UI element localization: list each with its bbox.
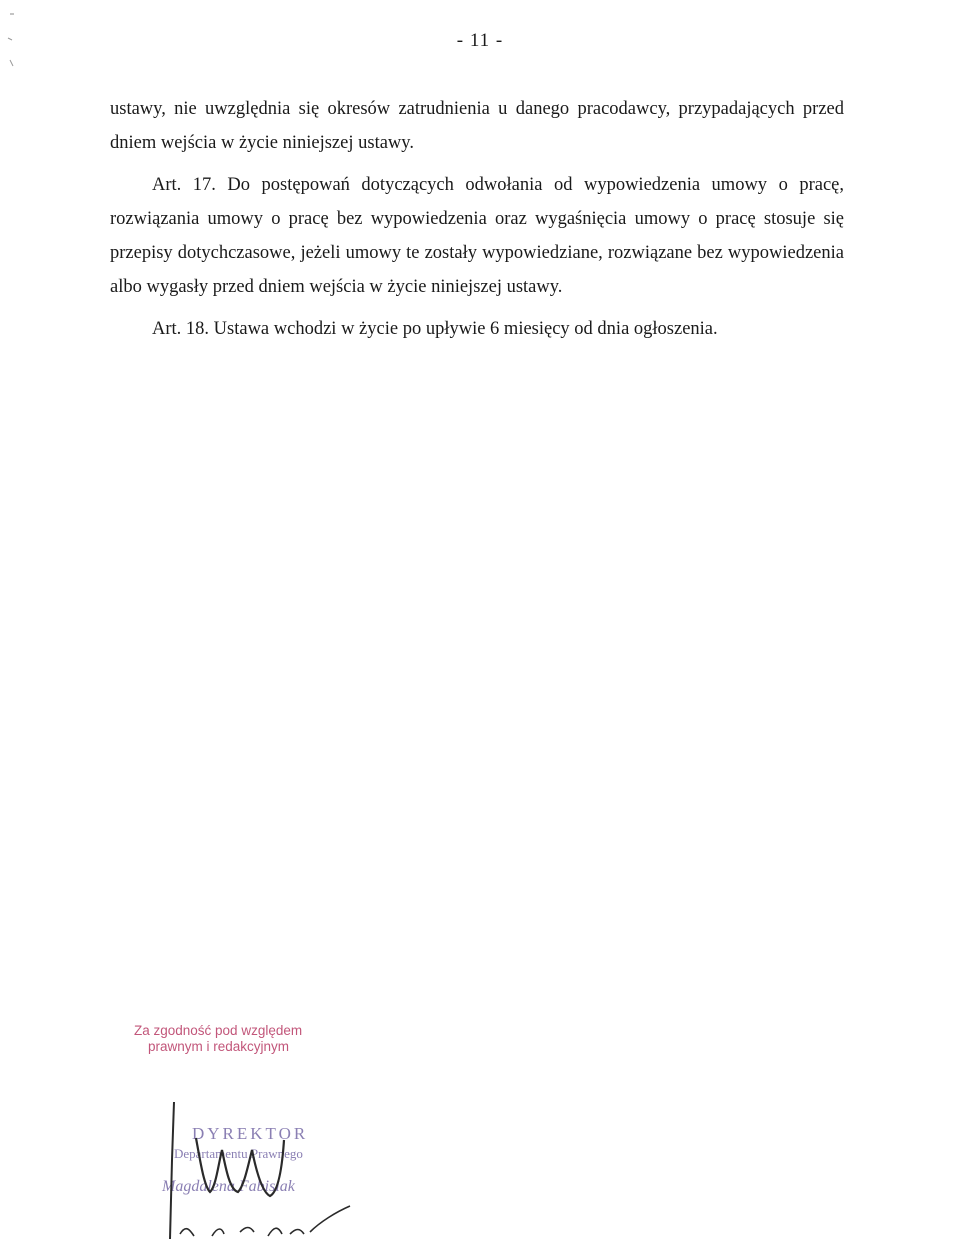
- handwritten-signature: [160, 1100, 380, 1239]
- stamp-line-1: Za zgodność pod względem: [134, 1023, 303, 1038]
- article-17: Art. 17. Do postępowań dotyczących odwołania od wypowiedzenia umowy o pracę, rozwiązania umowy o pracę bez wypowiedzenia oraz wygaśnięcia umowy o pracę stosuje się przepisy dotychczasowe, jeżeli umowy te zostały wypowiedziane, rozwiązane bez wypowiedzenia albo wygasły przed dniem wejścia w życie niniejszej ustawy.: [110, 175, 844, 297]
- signatory-title: DYREKTOR: [192, 1124, 309, 1143]
- paragraph-continuation: ustawy, nie uwzględnia się okresów zatrudnienia u danego pracodawcy, przypadających przed dniem wejścia w życie niniejszej ustawy.: [110, 99, 844, 153]
- signature-block: [160, 1100, 380, 1239]
- stamp-line-2: prawnym i redakcyjnym: [148, 1039, 290, 1054]
- article-18: Art. 18. Ustawa wchodzi w życie po upływie 6 miesięcy od dnia ogłoszenia.: [152, 319, 718, 339]
- signatory-name: Magdalena Fabisiak: [162, 1178, 295, 1195]
- approval-stamp: [134, 1023, 302, 1055]
- page-number: - 11 -: [456, 30, 504, 51]
- signatory-department: Departamentu Prawnego: [174, 1146, 303, 1161]
- document-body: [110, 92, 844, 346]
